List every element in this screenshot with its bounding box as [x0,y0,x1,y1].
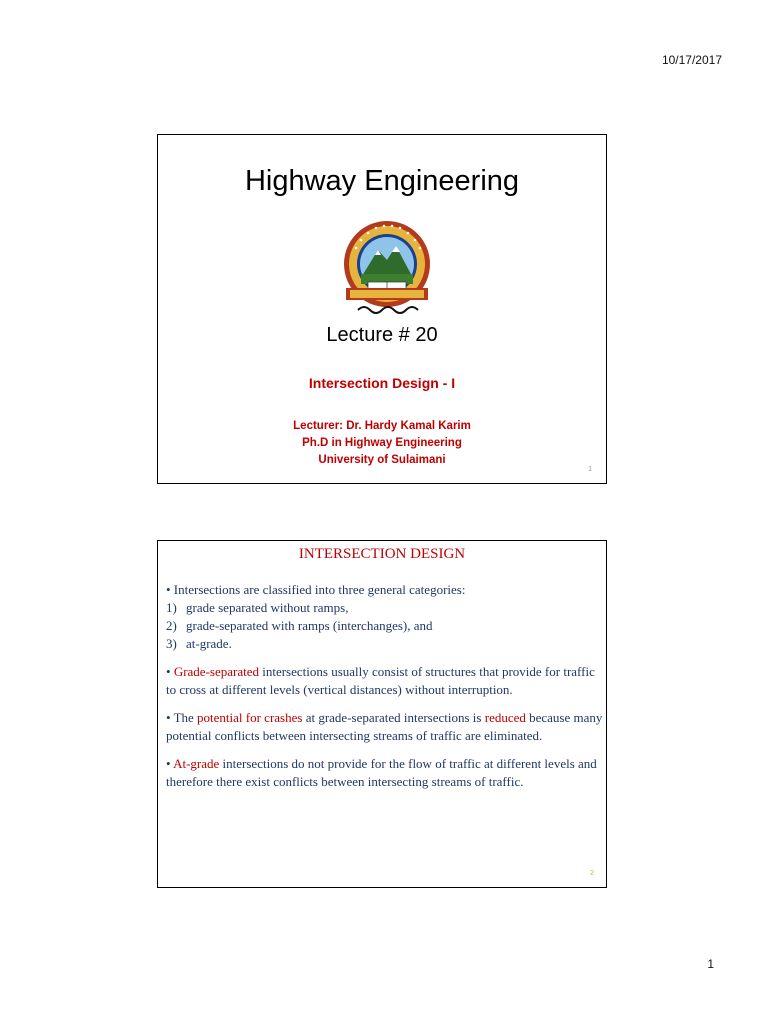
list-text: grade-separated with ramps (interchanges), and [186,618,433,633]
list-item [166,617,606,635]
list-number: 1) [166,600,177,615]
print-date: 10/17/2017 [661,53,722,67]
highlight-term: reduced [484,710,526,725]
highlight-term: At-grade [173,756,220,771]
highlight-term: potential for crashes [197,710,303,725]
list-number: 3) [166,636,177,651]
lecturer-degree: Ph.D in Highway Engineering [302,437,462,449]
list-text: at-grade. [186,636,232,651]
slide-title: Highway Engineering [244,165,520,197]
list-number: 2) [166,618,177,633]
slide-number: 2 [590,870,594,877]
university-seal-icon [334,218,440,318]
slide-body [166,581,606,791]
slide-number: 1 [588,466,592,473]
crash-potential-paragraph [166,709,606,745]
page-number: 1 [707,957,714,971]
highlight-term: Grade-separated [173,664,259,679]
lecturer-university: University of Sulaimani [318,454,446,466]
lecturer-info [158,418,606,469]
bullet: • The [166,710,198,725]
lecture-number: Lecture # 20 [326,324,438,346]
grade-separated-paragraph [166,663,606,699]
slide-2 [157,540,607,888]
list-text: grade separated without ramps, [186,600,349,615]
at-grade-paragraph [166,755,606,791]
paragraph-text: intersections usually consist of structures that provide for traffic to cross at different levels (vertical distances) without interruption. [166,664,595,697]
slide-1 [157,134,607,484]
paragraph-text: because many potential conflicts between intersecting streams of traffic are eliminated. [166,710,603,743]
intro-text: • Intersections are classified into three general categories: [166,582,466,597]
paragraph-text: intersections do not provide for the flow of traffic at different levels and therefore there exist conflicts between intersecting streams of traffic. [166,756,597,789]
list-item [166,599,606,617]
bullet: • [166,664,174,679]
lecture-subtitle: Intersection Design - I [308,375,456,391]
slide-title: INTERSECTION DESIGN [298,546,466,562]
paragraph-text: at grade-separated intersections is [302,710,485,725]
bullet: • [166,756,174,771]
list-item [166,635,606,653]
lecturer-name: Lecturer: Dr. Hardy Kamal Karim [293,420,471,432]
